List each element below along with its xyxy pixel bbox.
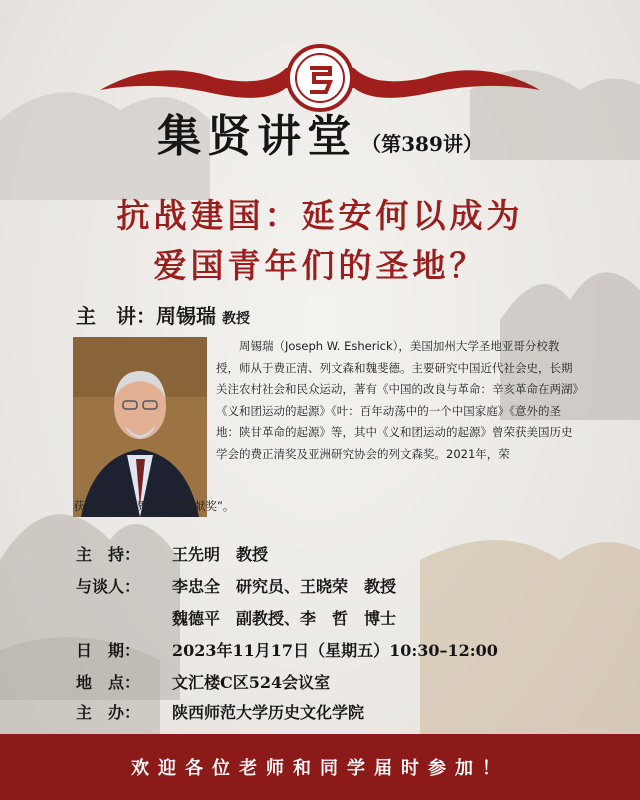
speaker-photo xyxy=(73,337,207,517)
discussant-row-2 xyxy=(76,606,396,629)
host-label: 主 持： xyxy=(76,545,141,564)
date-value: 2023年11月17日（星期五）10:30–12:00 xyxy=(172,641,498,660)
lecture-title-line-2: 爱国青年们的圣地？ xyxy=(153,246,487,285)
discussant-line-2: 魏德平 副教授、李 哲 博士 xyxy=(172,609,397,628)
speaker-row xyxy=(76,300,250,329)
lecture-title-line-1: 抗战建国：延安何以成为 xyxy=(116,196,524,235)
footer-text: 欢迎各位老师和同学届时参加！ xyxy=(131,758,509,779)
place-value: 文汇楼C区524会议室 xyxy=(172,673,331,692)
speaker-role: 教授 xyxy=(222,311,250,327)
organizer-value: 陕西师范大学历史文化学院 xyxy=(172,703,365,722)
series-number: （第389讲） xyxy=(361,132,483,156)
host-value: 王先明 教授 xyxy=(172,545,269,564)
discussant-line-1: 李忠全 研究员、王晓荣 教授 xyxy=(172,577,397,596)
series-title xyxy=(0,100,640,164)
date-row xyxy=(76,638,498,661)
organizer-label: 主 办： xyxy=(76,703,141,722)
speaker-bio-end: 获“第六届世界中国学贡献奖”。 xyxy=(73,499,235,513)
series-name: 集贤讲堂 xyxy=(157,111,358,162)
speaker-name: 周锡瑞 xyxy=(156,304,216,328)
speaker-label: 主 讲： xyxy=(76,304,156,328)
speaker-bio: 周锡瑞（Joseph W. Esherick），美国加州大学圣地亚哥分校教授，师从于费正清、列文森和魏斐德。主要研究中国近代社会史，长期关注农村社会和民众运动，著有《中国的改良与革命：辛亥革命在两湖》《义和团运动的起源》《叶：百年动荡中的一个中国家庭》《意外的圣地：陕甘革命的起源》等，其中《义和团运动的起源》曾荣获美国历史学会的费正清奖及亚洲研究协会的列文森奖。2021年，荣 xyxy=(216,339,579,461)
footer-banner xyxy=(0,734,640,800)
date-label: 日 期： xyxy=(76,641,141,660)
discussant-row xyxy=(76,574,396,597)
place-label: 地 点： xyxy=(76,673,141,692)
host-row xyxy=(76,542,268,565)
place-row xyxy=(76,670,330,693)
discussant-label: 与谈人： xyxy=(76,577,141,596)
organizer-row xyxy=(76,700,364,723)
